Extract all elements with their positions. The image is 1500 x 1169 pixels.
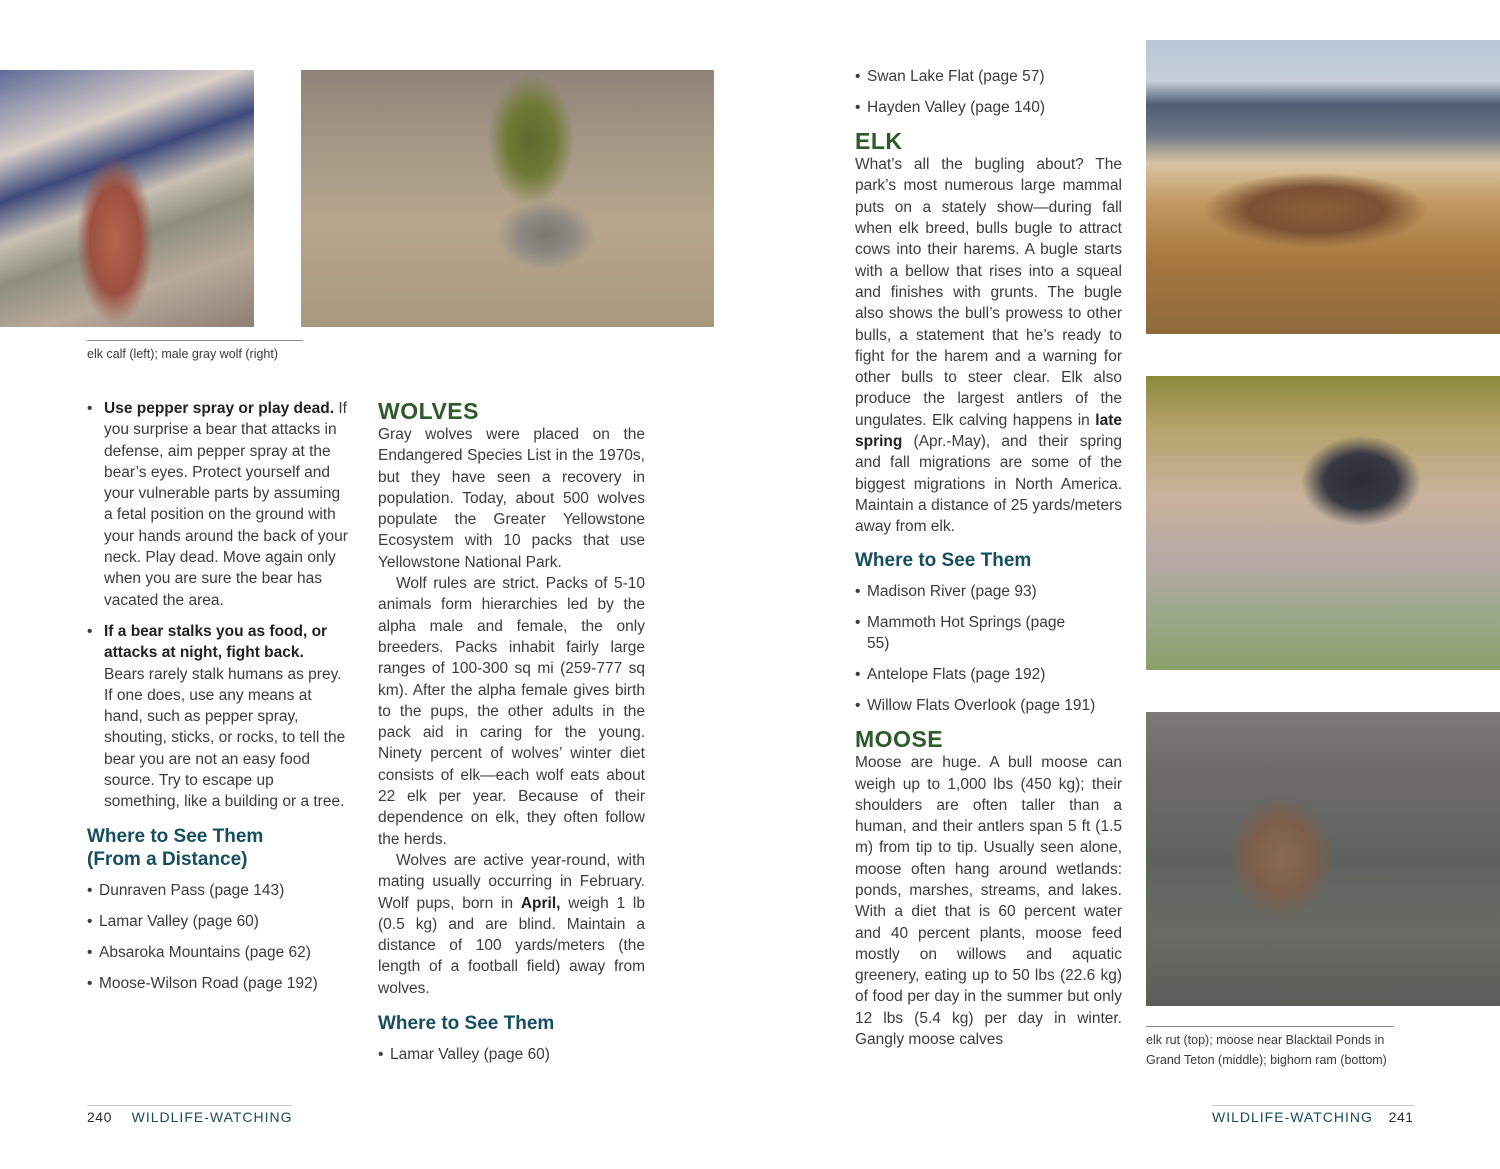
place-item: • Swan Lake Flat (page 57) <box>855 66 1122 87</box>
elk-where-heading: Where to See Them <box>855 549 1032 571</box>
place-item: • Moose-Wilson Road (page 192) <box>87 973 352 994</box>
place-item: • Mammoth Hot Springs (page 55) <box>855 612 1122 655</box>
wolves-para-2: Wolf rules are strict. Packs of 5-10 animals form hierarchies led by the alpha male and female, the only breeders. Packs inhabit fairly large ranges of 100-300 sq mi (259-777 sq km). After the alpha female gives birth to the pups, the other adults in the pack aid in caring for the young. Ninety percent of wolves’ winter diet consists of elk—each wolf eats about 22 elk per year. Because of their dependence on elk, they often follow the herds. <box>378 575 645 848</box>
place-item: • Willow Flats Overlook (page 191) <box>855 695 1122 716</box>
footer-rule-right <box>1212 1105 1414 1106</box>
wolves-para-1: Gray wolves were placed on the Endangered Species List in the 1970s, but they have seen a recovery in population. Today, about 500 wolves populate the Greater Yellowstone Ecosystem with 10 packs that use Yellowstone National Park. <box>378 426 645 571</box>
wolves-where-heading: Where to See Them <box>378 1013 555 1035</box>
elk-para: What’s all the bugling about? The park’s most numerous large mammal puts on a stately show—during fall when elk breed, bulls bugle to attract cows into their harems. A bugle starts with a bellow that rises into a squeal and finishes with grunts. The bugle also shows the bull’s prowess to other bulls, a statement that he’s ready to fight for the harem and a warning for other bulls to steer clear. Elk also produce the largest antlers of the ungulates. Elk calving happens in late spring (Apr.-May), and their spring and fall migrations are some of the biggest migrations in North America. Maintain a distance of 25 yards/meters away from elk. <box>855 156 1122 536</box>
page-number: 241 <box>1388 1109 1414 1125</box>
elk-places-list <box>855 581 1122 717</box>
place-item: • Dunraven Pass (page 143) <box>87 880 352 901</box>
moose-photo <box>1146 376 1500 670</box>
gray-wolf-photo <box>301 70 714 327</box>
wolves-places-cont-list <box>855 66 1122 118</box>
place-item: • Absaroka Mountains (page 62) <box>87 942 352 963</box>
place-item: • Lamar Valley (page 60) <box>378 1044 645 1065</box>
moose-para: Moose are huge. A bull moose can weigh up to 1,000 lbs (450 kg); their shoulders are often taller than a human, and their antlers span 5 ft (1.5 m) from tip to tip. Usually seen alone, moose often hang around wetlands: ponds, marshes, streams, and lakes. With a diet that is 60 percent water and 40 percent plants, moose feed mostly on willows and aquatic greenery, eating up to 50 lbs (22.6 kg) of food per day in the summer but only 12 lbs (5.4 kg) per day in winter. Gangly moose calves <box>855 754 1122 1049</box>
elk-rut-photo <box>1146 40 1500 334</box>
left-column-2 <box>378 398 645 1075</box>
elk-calf-photo <box>0 70 254 327</box>
wolves-places-list <box>378 1044 645 1065</box>
caption-rule <box>87 340 303 341</box>
bighorn-ram-photo <box>1146 712 1500 1006</box>
caption-rule <box>1146 1026 1394 1027</box>
bears-where-heading: Where to See Them (From a Distance) <box>87 825 264 870</box>
place-item: • Lamar Valley (page 60) <box>87 911 352 932</box>
section-title: WILDLIFE-WATCHING <box>1212 1109 1373 1125</box>
bears-places-list <box>87 880 352 995</box>
wolves-para-3: Wolves are active year-round, with mating usually occurring in February. Wolf pups, born in April, weigh 1 lb (0.5 kg) and are blind. Maintain a distance of 100 yards/meters (the length of a football field) away from wolves. <box>378 851 645 997</box>
footer-rule-left <box>87 1105 292 1106</box>
footer-left <box>87 1109 293 1125</box>
footer-right <box>1212 1109 1414 1125</box>
right-column-text <box>855 66 1122 1050</box>
left-column-1 <box>87 398 352 1004</box>
elk-heading: ELK <box>855 128 903 155</box>
moose-heading: MOOSE <box>855 726 944 753</box>
place-item: • Hayden Valley (page 140) <box>855 97 1122 118</box>
bear-tip: • Use pepper spray or play dead. If you surprise a bear that attacks in defense, aim pepper spray at the bear’s eyes. Protect yourself and your vulnerable parts by assuming a fetal position on the ground with your hands around the back of your neck. Play dead. Move again only when you are sure the bear has vacated the area. <box>87 398 352 611</box>
place-item: • Madison River (page 93) <box>855 581 1122 602</box>
photo-caption-left: elk calf (left); male gray wolf (right) <box>87 347 279 361</box>
section-title: WILDLIFE-WATCHING <box>131 1109 293 1125</box>
page-number: 240 <box>87 1109 112 1125</box>
photo-caption-right: elk rut (top); moose near Blacktail Ponds in Grand Teton (middle); bighorn ram (bottom) <box>1146 1033 1387 1067</box>
bear-tips-list <box>87 398 352 813</box>
place-item: • Antelope Flats (page 192) <box>855 664 1122 685</box>
wolves-heading: WOLVES <box>378 398 479 424</box>
bear-tip: • If a bear stalks you as food, or attacks at night, fight back. Bears rarely stalk humans as prey. If one does, use any means at hand, such as pepper spray, shouting, sticks, or rocks, to tell the bear you are not an easy food source. Try to escape up something, like a building or a tree. <box>87 621 352 813</box>
